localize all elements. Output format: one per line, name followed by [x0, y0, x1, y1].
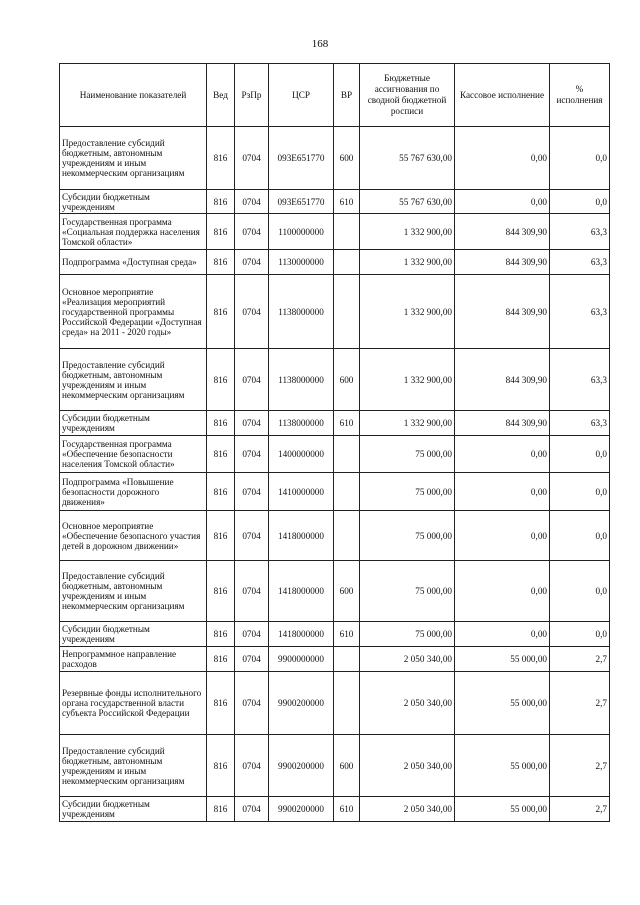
table-row	[60, 622, 610, 647]
row-ved: 816	[207, 250, 235, 275]
row-vr	[334, 250, 360, 275]
row-csr: 1130000000	[269, 250, 334, 275]
row-ved: 816	[207, 275, 235, 349]
row-budget: 1 332 900,00	[360, 275, 455, 349]
row-csr: 1400000000	[269, 436, 334, 473]
row-vr: 600	[334, 561, 360, 622]
row-name: Подпрограмма «Повышение безопасности дорожного движения»	[60, 473, 207, 511]
row-rzpr: 0704	[235, 647, 269, 672]
row-budget: 1 332 900,00	[360, 214, 455, 250]
table-row	[60, 127, 610, 190]
header-rzpr: РзПр	[235, 64, 269, 127]
row-ved: 816	[207, 349, 235, 411]
header-vr: ВР	[334, 64, 360, 127]
row-csr: 1418000000	[269, 511, 334, 561]
row-percent: 2,7	[550, 735, 610, 797]
row-name: Государственная программа «Обеспечение безопасности населения Томской области»	[60, 436, 207, 473]
row-name: Основное мероприятие «Реализация мероприятий государственной программы Российской Федерации «Доступная среда» на 2011 - 2020 годы»	[60, 275, 207, 349]
row-name: Подпрограмма «Доступная среда»	[60, 250, 207, 275]
table-row	[60, 647, 610, 672]
row-budget: 75 000,00	[360, 561, 455, 622]
row-percent: 0,0	[550, 190, 610, 214]
row-vr	[334, 436, 360, 473]
row-cash: 0,00	[455, 190, 550, 214]
row-budget: 75 000,00	[360, 436, 455, 473]
row-vr	[334, 511, 360, 561]
row-vr	[334, 672, 360, 735]
row-vr: 600	[334, 735, 360, 797]
row-percent: 63,3	[550, 349, 610, 411]
row-rzpr: 0704	[235, 622, 269, 647]
row-ved: 816	[207, 647, 235, 672]
table-row	[60, 214, 610, 250]
table-row	[60, 275, 610, 349]
row-rzpr: 0704	[235, 190, 269, 214]
row-vr: 610	[334, 797, 360, 822]
row-cash: 0,00	[455, 622, 550, 647]
row-vr: 600	[334, 127, 360, 190]
row-rzpr: 0704	[235, 275, 269, 349]
row-cash: 0,00	[455, 473, 550, 511]
row-name: Предоставление субсидий бюджетным, автономным учреждениям и иным некоммерческим организациям	[60, 735, 207, 797]
row-vr: 600	[334, 349, 360, 411]
row-csr: 1138000000	[269, 411, 334, 436]
table-row	[60, 735, 610, 797]
row-csr: 1138000000	[269, 275, 334, 349]
row-budget: 1 332 900,00	[360, 411, 455, 436]
row-cash: 0,00	[455, 511, 550, 561]
row-csr: 1138000000	[269, 349, 334, 411]
table-row	[60, 561, 610, 622]
row-vr	[334, 647, 360, 672]
row-csr: 093E651770	[269, 127, 334, 190]
row-vr	[334, 275, 360, 349]
row-rzpr: 0704	[235, 250, 269, 275]
row-name: Непрограммное направление расходов	[60, 647, 207, 672]
row-rzpr: 0704	[235, 127, 269, 190]
table-row	[60, 436, 610, 473]
header-csr: ЦСР	[269, 64, 334, 127]
row-percent: 63,3	[550, 250, 610, 275]
row-rzpr: 0704	[235, 411, 269, 436]
row-name: Государственная программа «Социальная поддержка населения Томской области»	[60, 214, 207, 250]
row-budget: 1 332 900,00	[360, 250, 455, 275]
row-budget: 75 000,00	[360, 622, 455, 647]
row-percent: 2,7	[550, 647, 610, 672]
row-budget: 2 050 340,00	[360, 647, 455, 672]
row-ved: 816	[207, 411, 235, 436]
row-budget: 55 767 630,00	[360, 190, 455, 214]
row-rzpr: 0704	[235, 349, 269, 411]
header-name: Наименование показателей	[60, 64, 207, 127]
row-percent: 0,0	[550, 511, 610, 561]
row-csr: 1410000000	[269, 473, 334, 511]
row-csr: 093E651770	[269, 190, 334, 214]
row-cash: 0,00	[455, 127, 550, 190]
header-percent: % исполнения	[550, 64, 610, 127]
row-rzpr: 0704	[235, 473, 269, 511]
row-rzpr: 0704	[235, 735, 269, 797]
row-name: Субсидии бюджетным учреждениям	[60, 797, 207, 822]
row-cash: 844 309,90	[455, 275, 550, 349]
row-csr: 9900200000	[269, 797, 334, 822]
row-budget: 2 050 340,00	[360, 735, 455, 797]
row-percent: 0,0	[550, 473, 610, 511]
header-budget: Бюджетные ассигнования по сводной бюджетной росписи	[360, 64, 455, 127]
row-percent: 2,7	[550, 797, 610, 822]
header-cash: Кассовое исполнение	[455, 64, 550, 127]
header-ved: Вед	[207, 64, 235, 127]
row-cash: 55 000,00	[455, 797, 550, 822]
table-row	[60, 473, 610, 511]
row-csr: 1418000000	[269, 622, 334, 647]
row-ved: 816	[207, 735, 235, 797]
row-budget: 55 767 630,00	[360, 127, 455, 190]
row-cash: 55 000,00	[455, 647, 550, 672]
row-ved: 816	[207, 436, 235, 473]
row-percent: 0,0	[550, 622, 610, 647]
row-csr: 1100000000	[269, 214, 334, 250]
row-vr: 610	[334, 411, 360, 436]
row-ved: 816	[207, 797, 235, 822]
table-row	[60, 797, 610, 822]
row-cash: 55 000,00	[455, 735, 550, 797]
row-budget: 75 000,00	[360, 473, 455, 511]
row-cash: 55 000,00	[455, 672, 550, 735]
table-row	[60, 190, 610, 214]
row-ved: 816	[207, 561, 235, 622]
row-budget: 1 332 900,00	[360, 349, 455, 411]
row-csr: 9900200000	[269, 672, 334, 735]
page-number: 168	[311, 38, 329, 50]
row-cash: 844 309,90	[455, 411, 550, 436]
row-rzpr: 0704	[235, 561, 269, 622]
row-rzpr: 0704	[235, 214, 269, 250]
row-budget: 2 050 340,00	[360, 672, 455, 735]
row-percent: 63,3	[550, 214, 610, 250]
row-vr	[334, 473, 360, 511]
row-ved: 816	[207, 127, 235, 190]
table-row	[60, 511, 610, 561]
budget-execution-table	[59, 63, 610, 822]
row-csr: 9900000000	[269, 647, 334, 672]
row-budget: 75 000,00	[360, 511, 455, 561]
row-ved: 816	[207, 622, 235, 647]
row-vr: 610	[334, 190, 360, 214]
row-cash: 844 309,90	[455, 250, 550, 275]
row-name: Субсидии бюджетным учреждениям	[60, 190, 207, 214]
row-rzpr: 0704	[235, 797, 269, 822]
row-percent: 0,0	[550, 127, 610, 190]
row-ved: 816	[207, 473, 235, 511]
row-csr: 9900200000	[269, 735, 334, 797]
row-percent: 2,7	[550, 672, 610, 735]
row-rzpr: 0704	[235, 672, 269, 735]
row-rzpr: 0704	[235, 436, 269, 473]
row-percent: 0,0	[550, 561, 610, 622]
table-header-row	[60, 64, 610, 127]
table-row	[60, 349, 610, 411]
table-row	[60, 250, 610, 275]
row-name: Предоставление субсидий бюджетным, автономным учреждениям и иным некоммерческим организациям	[60, 561, 207, 622]
row-percent: 63,3	[550, 275, 610, 349]
row-ved: 816	[207, 190, 235, 214]
row-name: Субсидии бюджетным учреждениям	[60, 411, 207, 436]
row-budget: 2 050 340,00	[360, 797, 455, 822]
row-rzpr: 0704	[235, 511, 269, 561]
row-ved: 816	[207, 511, 235, 561]
row-csr: 1418000000	[269, 561, 334, 622]
row-name: Предоставление субсидий бюджетным, автономным учреждениям и иным некоммерческим организациям	[60, 349, 207, 411]
row-ved: 816	[207, 214, 235, 250]
row-ved: 816	[207, 672, 235, 735]
row-name: Предоставление субсидий бюджетным, автономным учреждениям и иным некоммерческим организациям	[60, 127, 207, 190]
row-percent: 63,3	[550, 411, 610, 436]
table-row	[60, 672, 610, 735]
row-percent: 0,0	[550, 436, 610, 473]
row-cash: 0,00	[455, 561, 550, 622]
row-cash: 0,00	[455, 436, 550, 473]
row-vr: 610	[334, 622, 360, 647]
row-cash: 844 309,90	[455, 214, 550, 250]
row-name: Субсидии бюджетным учреждениям	[60, 622, 207, 647]
row-cash: 844 309,90	[455, 349, 550, 411]
table-row	[60, 411, 610, 436]
row-vr	[334, 214, 360, 250]
row-name: Основное мероприятие «Обеспечение безопасного участия детей в дорожном движении»	[60, 511, 207, 561]
row-name: Резервные фонды исполнительного органа государственной власти субъекта Российской Федерации	[60, 672, 207, 735]
